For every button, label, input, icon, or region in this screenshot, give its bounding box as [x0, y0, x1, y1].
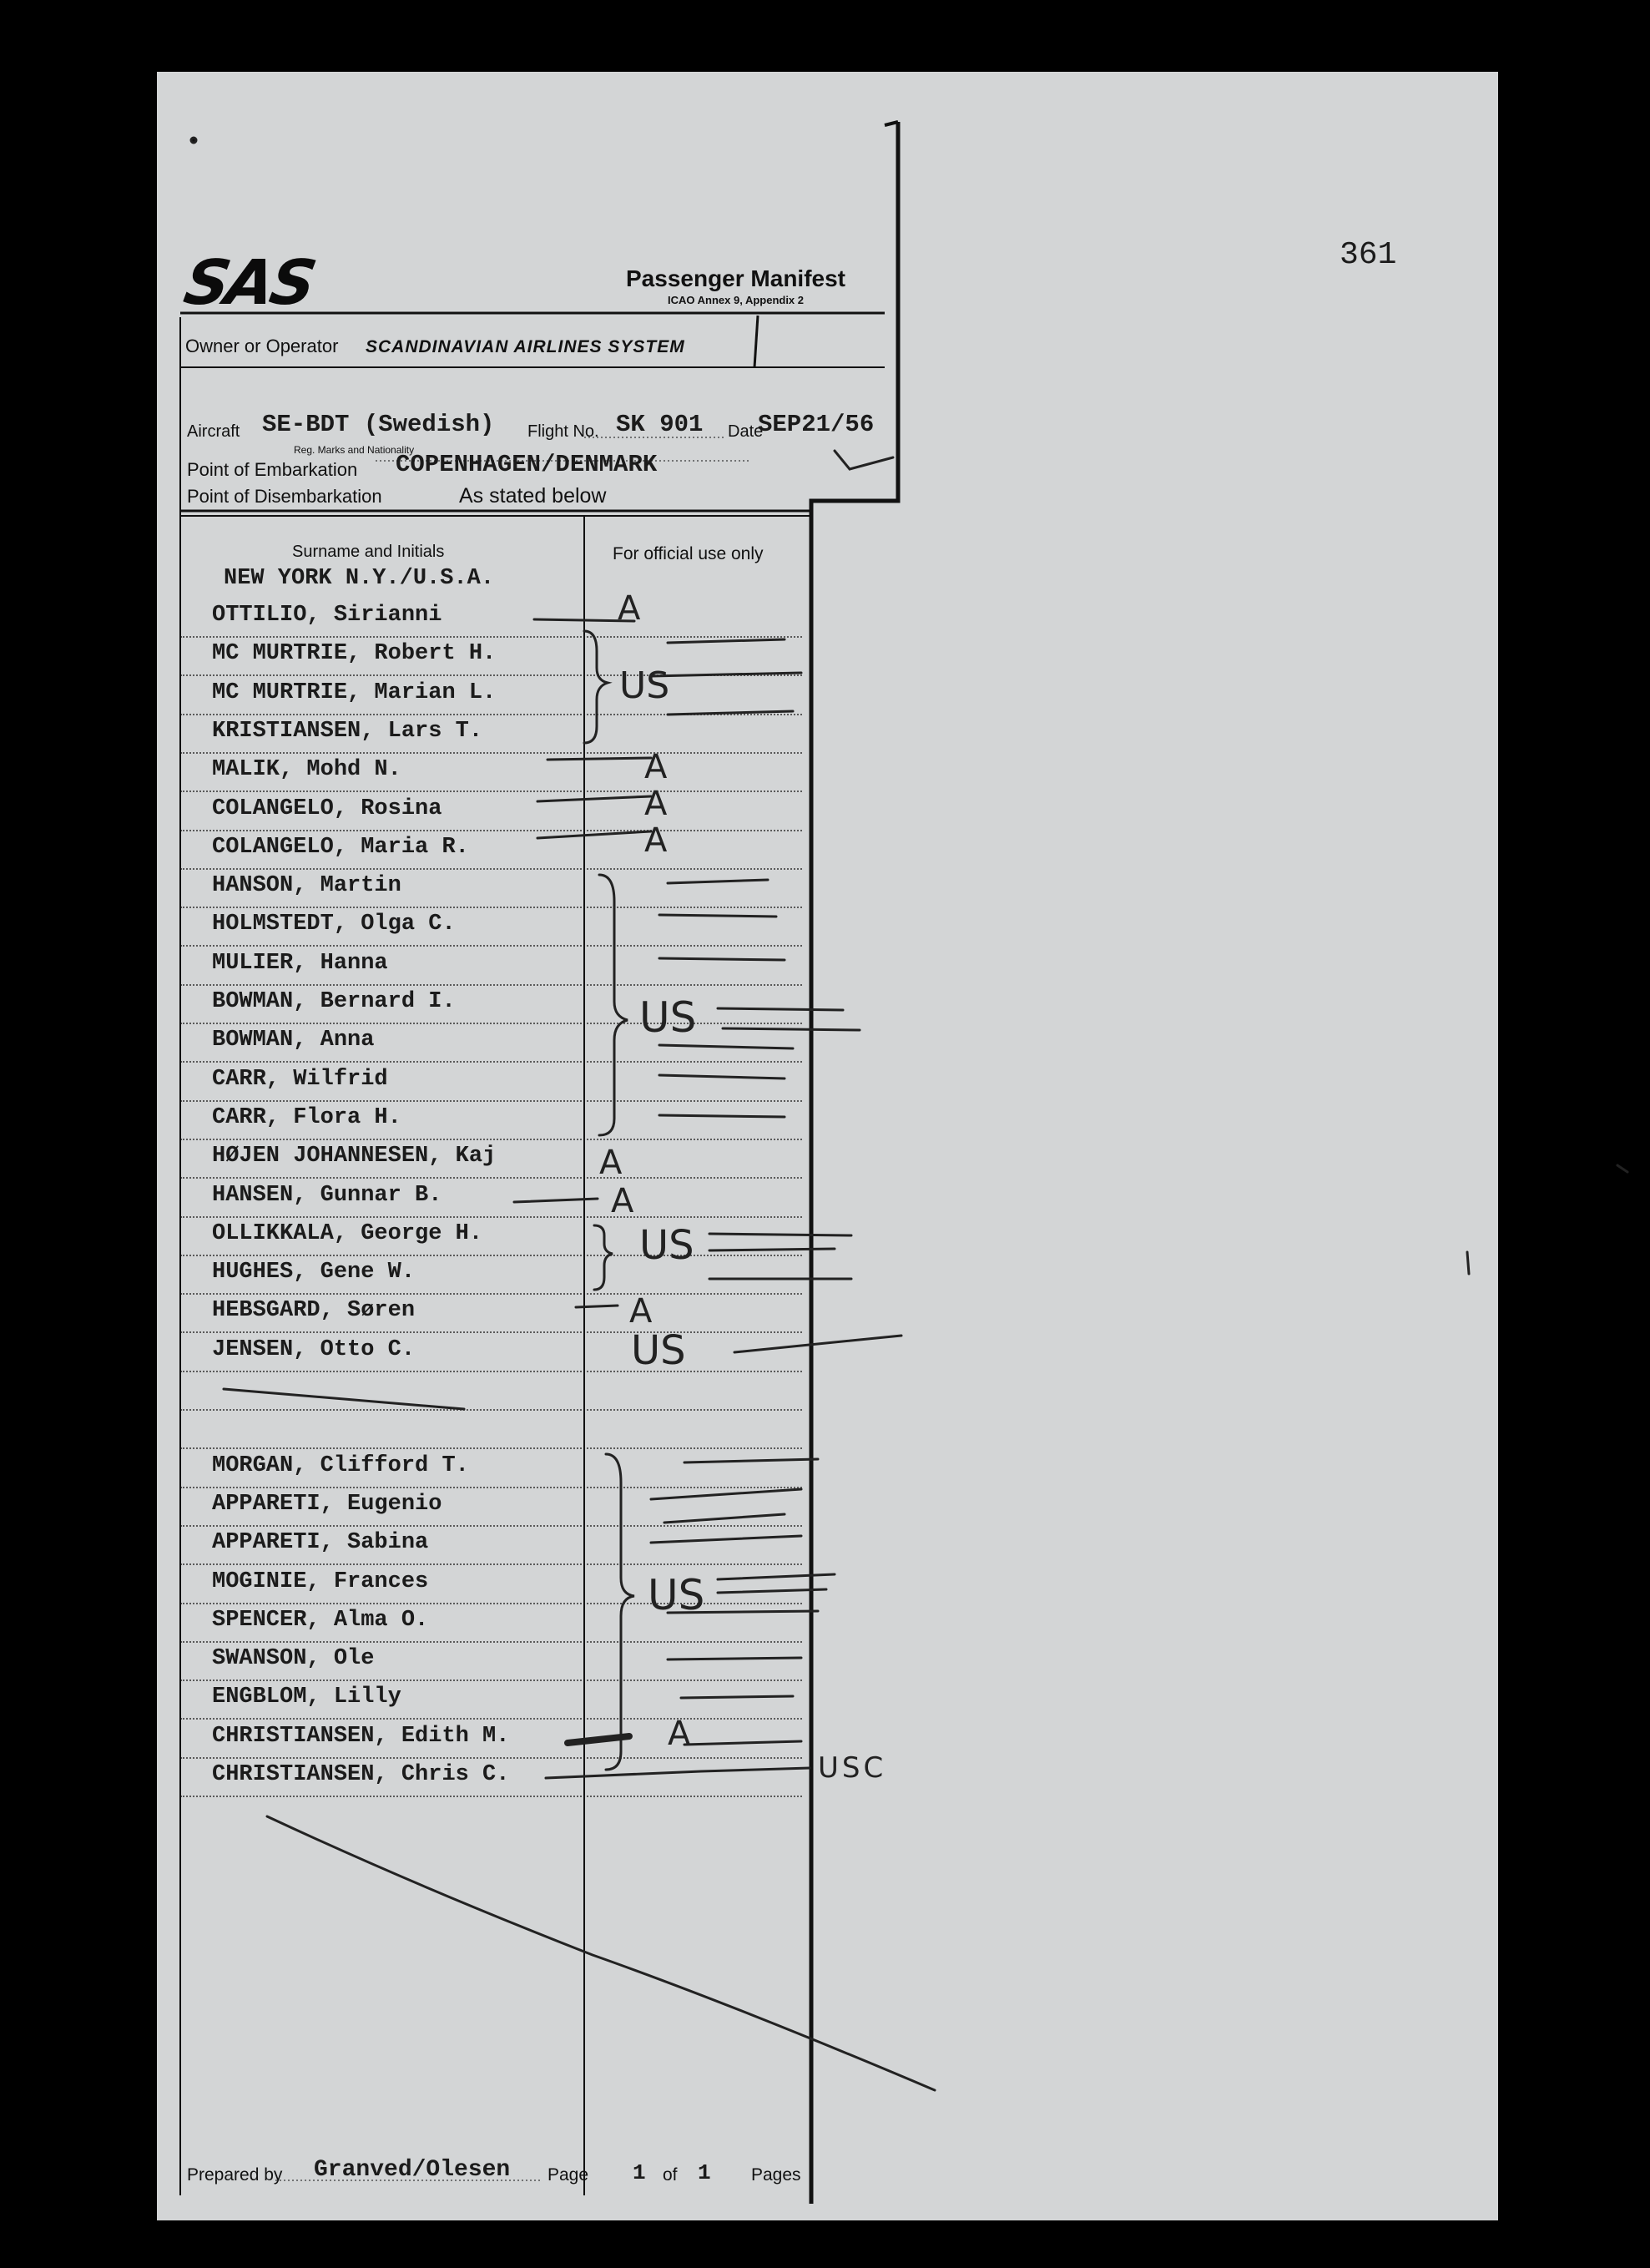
official-mark-a: A: [618, 589, 641, 628]
passenger-name: MALIK, Mohd N.: [212, 757, 401, 783]
pages-label: Pages: [751, 2165, 801, 2185]
passenger-name: APPARETI, Sabina: [212, 1530, 429, 1556]
passenger-name: CHRISTIANSEN, Chris C.: [212, 1762, 510, 1787]
passenger-name: HANSEN, Gunnar B.: [212, 1182, 442, 1208]
aircraft-label: Aircraft: [187, 422, 240, 441]
passenger-name: HØJEN JOHANNESEN, Kaj: [212, 1144, 497, 1169]
disembarkation-label: Point of Disembarkation: [187, 486, 382, 507]
official-mark-a: A: [629, 1292, 653, 1331]
aircraft-value: SE-BDT (Swedish): [262, 411, 495, 438]
official-mark-us: US: [631, 1327, 686, 1374]
of-label: of: [663, 2165, 678, 2185]
passenger-name: CARR, Flora H.: [212, 1104, 401, 1130]
disembarkation-value: As stated below: [459, 484, 607, 508]
official-mark-a: A: [644, 785, 668, 823]
col-header-name: Surname and Initials: [292, 543, 445, 561]
reg-marks-note: Reg. Marks and Nationality: [294, 444, 415, 456]
passenger-name: KRISTIANSEN, Lars T.: [212, 718, 483, 744]
passenger-name: JENSEN, Otto C.: [212, 1336, 416, 1362]
flight-value: SK 901: [616, 411, 704, 438]
form-subtitle: ICAO Annex 9, Appendix 2: [668, 294, 805, 306]
col-header-official: For official use only: [613, 544, 764, 563]
date-value: SEP21/56: [758, 411, 875, 438]
passenger-name: HANSON, Martin: [212, 873, 401, 899]
passenger-name: MC MURTRIE, Marian L.: [212, 679, 497, 705]
owner-label: Owner or Operator: [185, 336, 339, 356]
owner-value: SCANDINAVIAN AIRLINES SYSTEM: [366, 337, 685, 356]
page-label: Page: [547, 2165, 589, 2185]
passenger-name: CHRISTIANSEN, Edith M.: [212, 1723, 510, 1749]
prepared-value: Granved/Olesen: [314, 2157, 511, 2183]
embarkation-value: COPENHAGEN/DENMARK: [396, 451, 658, 478]
official-mark-us: US: [639, 1222, 694, 1269]
passenger-name: CARR, Wilfrid: [212, 1066, 388, 1092]
date-label: Date: [728, 422, 764, 441]
passenger-name: HOLMSTEDT, Olga C.: [212, 912, 456, 937]
official-mark-a: A: [644, 748, 668, 786]
official-mark-us: US: [648, 1571, 705, 1619]
passenger-name: COLANGELO, Rosina: [212, 796, 442, 821]
page-total: 1: [698, 2160, 711, 2185]
passenger-name: COLANGELO, Maria R.: [212, 834, 469, 860]
flight-label: Flight No.: [527, 422, 599, 441]
form-title: Passenger Manifest: [626, 265, 845, 291]
passenger-name: OTTILIO, Sirianni: [212, 603, 442, 628]
official-mark-a: A: [668, 1715, 691, 1753]
passenger-name: BOWMAN, Anna: [212, 1028, 375, 1053]
passenger-name: MOGINIE, Frances: [212, 1568, 429, 1594]
passenger-name: APPARETI, Eugenio: [212, 1491, 442, 1517]
passenger-name: BOWMAN, Bernard I.: [212, 989, 456, 1014]
passenger-name: MORGAN, Clifford T.: [212, 1452, 469, 1478]
prepared-label: Prepared by: [187, 2165, 283, 2185]
page-number: 361: [1340, 237, 1397, 273]
sas-logo: SAS: [179, 247, 319, 319]
passenger-name: SPENCER, Alma O.: [212, 1607, 429, 1633]
destination-line: NEW YORK N.Y./U.S.A.: [224, 566, 495, 591]
passenger-name: ENGBLOM, Lilly: [212, 1685, 401, 1710]
page-num: 1: [633, 2160, 646, 2185]
passenger-name: OLLIKKALA, George H.: [212, 1220, 483, 1246]
passenger-name: SWANSON, Ole: [212, 1646, 375, 1672]
official-mark-a: A: [644, 821, 668, 860]
passenger-name: MULIER, Hanna: [212, 950, 388, 976]
passenger-name: MC MURTRIE, Robert H.: [212, 641, 497, 667]
official-mark-usc: USC: [818, 1751, 887, 1785]
official-mark-a: A: [611, 1182, 634, 1220]
embarkation-label: Point of Embarkation: [187, 459, 358, 480]
official-mark-us: US: [639, 993, 697, 1042]
official-mark-a: A: [599, 1144, 623, 1182]
official-mark-us: US: [619, 664, 670, 707]
passenger-name: HUGHES, Gene W.: [212, 1260, 416, 1286]
passenger-name: HEBSGARD, Søren: [212, 1298, 416, 1324]
